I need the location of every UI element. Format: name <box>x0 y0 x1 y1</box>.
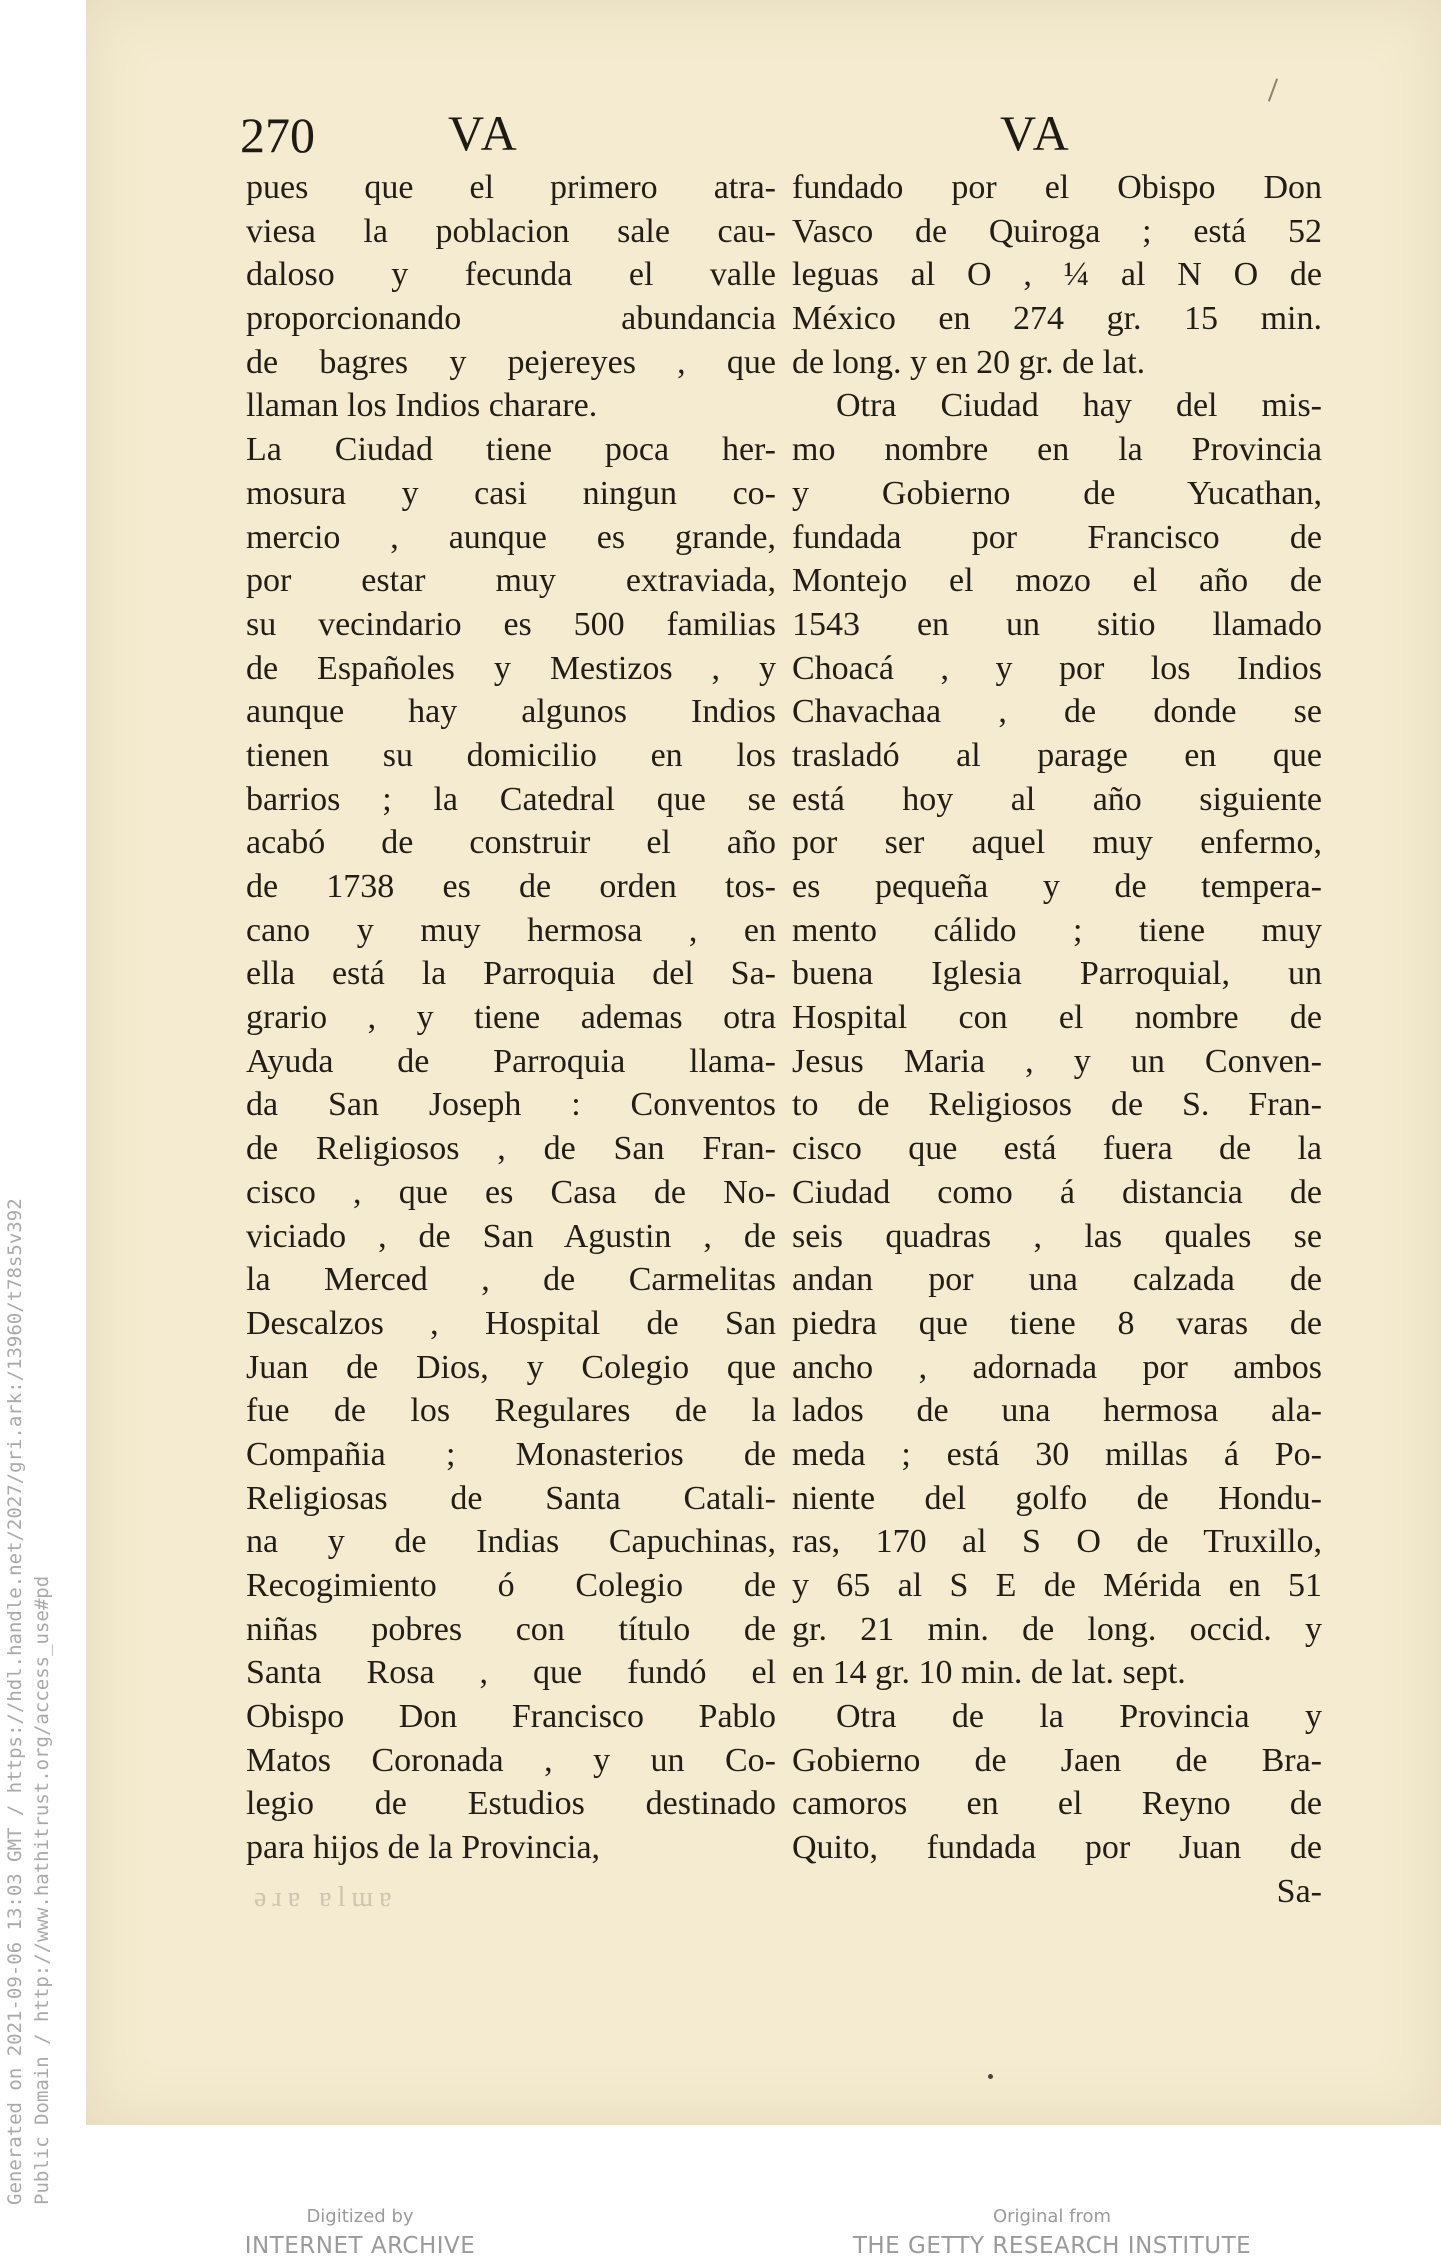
text-line: buena Iglesia Parroquial, un <box>792 955 1322 993</box>
text-line: Otra de la Provincia y <box>836 1698 1322 1736</box>
original-from-credit <box>772 2205 1332 2261</box>
text-line: para hijos de la Provincia, <box>246 1829 601 1867</box>
text-line: da San Joseph : Conventos <box>246 1086 776 1124</box>
text-line: Ayuda de Parroquia llama- <box>246 1042 776 1080</box>
text-line: mento cálido ; tiene muy <box>792 911 1322 949</box>
text-line: gr. 21 min. de long. occid. y <box>792 1610 1322 1648</box>
text-line: Jesus Maria , y un Conven- <box>792 1042 1322 1080</box>
text-line: fundado por el Obispo Don <box>792 169 1322 206</box>
text-line: legio de Estudios destinado <box>246 1785 776 1823</box>
getty-institute-label: THE GETTY RESEARCH INSTITUTE <box>852 2233 1252 2259</box>
text-line: trasladó al parage en que <box>792 736 1322 774</box>
text-line: pues que el primero atra- <box>246 169 776 206</box>
text-line: viciado , de San Agustin , de <box>246 1217 776 1255</box>
text-line: Matos Coronada , y un Co- <box>246 1741 776 1779</box>
text-line: na y de Indias Capuchinas, <box>246 1523 776 1561</box>
text-line: proporcionando abundancia <box>246 300 776 338</box>
text-line: meda ; está 30 millas á Po- <box>792 1435 1322 1473</box>
right-text-column <box>792 166 1322 1914</box>
watermark-line-rights: Public Domain / http://www.hathitrust.org/access_use#pd <box>31 1575 53 2205</box>
text-line: daloso y fecunda el valle <box>246 256 776 294</box>
text-line: niente del golfo de Hondu- <box>792 1479 1322 1517</box>
text-line: Hospital con el nombre de <box>792 999 1322 1037</box>
text-line: to de Religiosos de S. Fran- <box>792 1086 1322 1124</box>
text-line: la Merced , de Carmelitas <box>246 1261 776 1299</box>
text-line: Religiosas de Santa Catali- <box>246 1479 776 1517</box>
bleed-through-text: ǝɹɐ ɐlɯɐ <box>254 1882 398 1913</box>
digitized-by-credit <box>80 2205 640 2261</box>
ink-dot <box>988 2074 993 2079</box>
text-line: Compañia ; Monasterios de <box>246 1435 776 1473</box>
text-line: Recogimiento ó Colegio de <box>246 1567 776 1604</box>
text-line: Otra Ciudad hay del mis- <box>836 387 1322 425</box>
text-line: mosura y casi ningun co- <box>246 474 776 512</box>
text-line: Santa Rosa , que fundó el <box>246 1654 776 1692</box>
text-line: mercio , aunque es grande, <box>246 518 776 556</box>
text-line: grario , y tiene ademas otra <box>246 999 776 1037</box>
text-line: La Ciudad tiene poca her- <box>246 431 776 469</box>
text-line: de long. y en 20 gr. de lat. <box>792 343 1146 381</box>
text-line: y Gobierno de Yucathan, <box>792 474 1322 512</box>
text-line: piedra que tiene 8 varas de <box>792 1304 1322 1342</box>
text-line: Sa- <box>1276 1872 1322 1910</box>
text-line: Chavachaa , de donde se <box>792 693 1322 731</box>
text-line: cano y muy hermosa , en <box>246 911 776 949</box>
text-line: Obispo Don Francisco Pablo <box>246 1698 776 1736</box>
text-line: ras, 170 al S O de Truxillo, <box>792 1523 1322 1561</box>
text-line: Choacá , y por los Indios <box>792 649 1322 687</box>
text-line: México en 274 gr. 15 min. <box>792 300 1322 338</box>
page-header <box>240 100 1310 170</box>
running-head-right: VA <box>1000 105 1072 161</box>
text-line: 1543 en un sitio llamado <box>792 605 1322 643</box>
text-line: de 1738 es de orden tos- <box>246 868 776 905</box>
text-line: Montejo el mozo el año de <box>792 562 1322 600</box>
text-line: seis quadras , las quales se <box>792 1217 1322 1255</box>
text-line: ella está la Parroquia del Sa- <box>246 955 776 993</box>
text-line: Gobierno de Jaen de Bra- <box>792 1741 1322 1779</box>
left-text-column <box>246 166 776 1870</box>
original-from-label: Original from <box>992 2206 1112 2227</box>
text-line: de Españoles y Mestizos , y <box>246 649 776 687</box>
text-line: Juan de Dios, y Colegio que <box>246 1348 776 1386</box>
text-line: viesa la poblacion sale cau- <box>246 212 776 250</box>
text-line: fundada por Francisco de <box>792 518 1322 556</box>
text-line: está hoy al año siguiente <box>792 780 1322 818</box>
text-line: aunque hay algunos Indios <box>246 693 776 731</box>
text-line: cisco que está fuera de la <box>792 1130 1322 1168</box>
text-line: por estar muy extraviada, <box>246 562 776 600</box>
page-number: 270 <box>240 107 315 163</box>
text-line: de bagres y pejereyes , que <box>246 343 776 381</box>
running-head-left: VA <box>448 105 520 161</box>
text-line: lados de una hermosa ala- <box>792 1392 1322 1430</box>
text-line: barrios ; la Catedral que se <box>246 780 776 818</box>
text-line: fue de los Regulares de la <box>246 1392 776 1430</box>
text-line: mo nombre en la Provincia <box>792 431 1322 469</box>
digitized-by-label: Digitized by <box>306 2206 414 2227</box>
text-line: niñas pobres con título de <box>246 1610 776 1648</box>
hathitrust-watermark <box>2 1085 56 2205</box>
text-line: es pequeña y de tempera- <box>792 868 1322 905</box>
text-line: tienen su domicilio en los <box>246 736 776 774</box>
text-line: cisco , que es Casa de No- <box>246 1173 776 1211</box>
text-line: acabó de construir el año <box>246 824 776 862</box>
text-line: Quito, fundada por Juan de <box>792 1829 1322 1867</box>
text-line: Ciudad como á distancia de <box>792 1173 1322 1211</box>
internet-archive-label: INTERNET ARCHIVE <box>244 2233 476 2259</box>
text-line: y 65 al S E de Mérida en 51 <box>792 1567 1322 1604</box>
watermark-line-generated: Generated on 2021-09-06 13:03 GMT / https://hdl.handle.net/2027/gri.ark:/13960/t78s5v392 <box>4 1198 26 2205</box>
text-line: camoros en el Reyno de <box>792 1785 1322 1823</box>
text-line: Vasco de Quiroga ; está 52 <box>792 212 1322 250</box>
text-line: andan por una calzada de <box>792 1261 1322 1299</box>
text-line: ancho , adornada por ambos <box>792 1348 1322 1386</box>
text-line: leguas al O , ¼ al N O de <box>792 256 1322 294</box>
text-line: Descalzos , Hospital de San <box>246 1304 776 1342</box>
text-line: en 14 gr. 10 min. de lat. sept. <box>792 1654 1186 1692</box>
text-line: de Religiosos , de San Fran- <box>246 1130 776 1168</box>
text-line: llaman los Indios charare. <box>246 387 598 425</box>
text-line: su vecindario es 500 familias <box>246 605 776 643</box>
text-line: por ser aquel muy enfermo, <box>792 824 1322 862</box>
